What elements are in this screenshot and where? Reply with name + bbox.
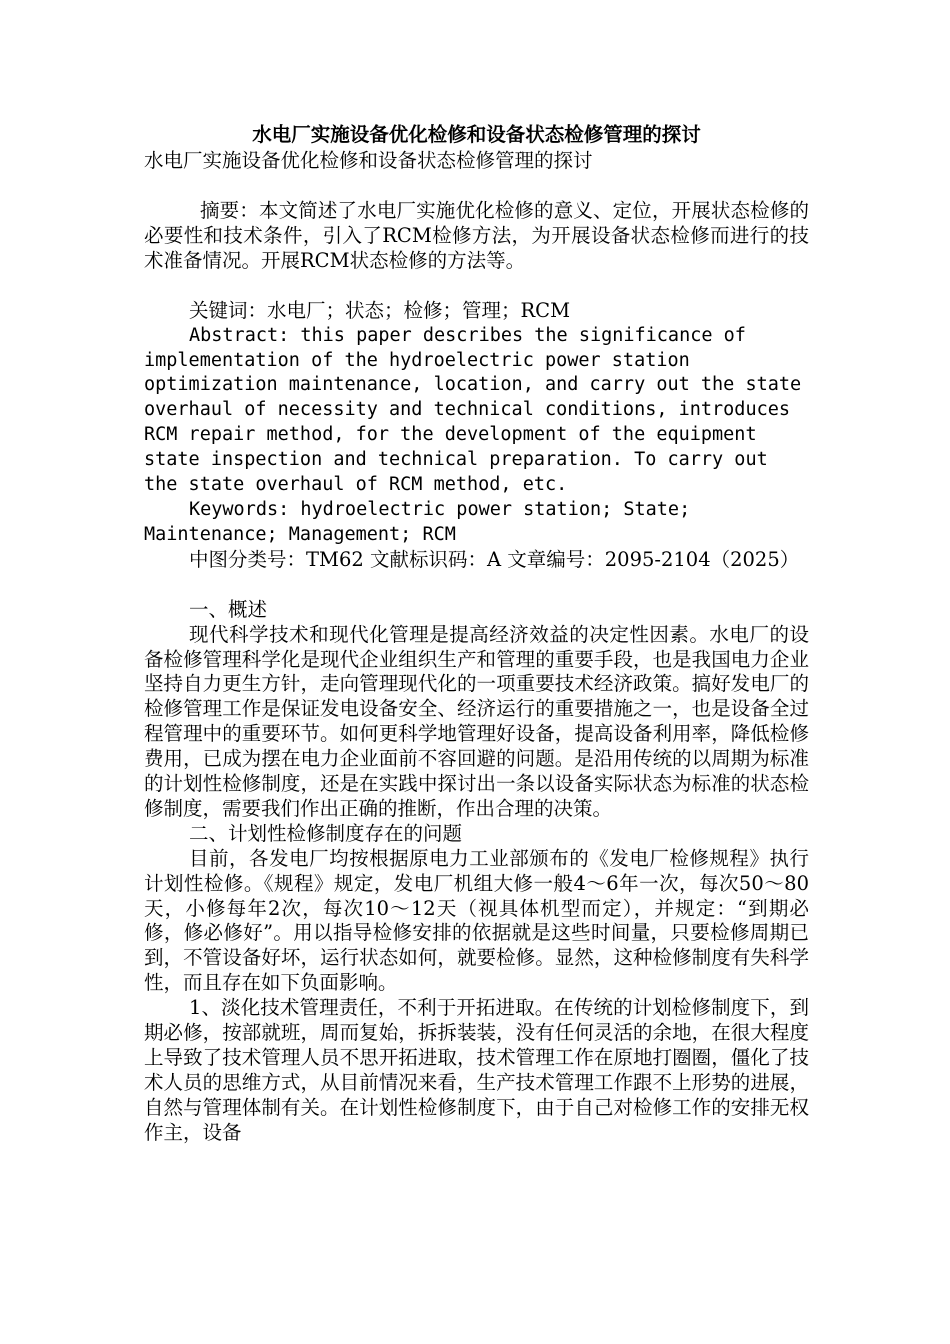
section2-heading: 二、计划性检修制度存在的问题: [189, 821, 463, 845]
classification-line: 中图分类号：TM62 文献标识码：A 文章编号：2095-2104（2025）: [189, 547, 800, 571]
document-subtitle: 水电厂实施设备优化检修和设备状态检修管理的探讨: [144, 149, 593, 172]
document-page: [144, 112, 809, 1146]
document-title: 水电厂实施设备优化检修和设备状态检修管理的探讨: [252, 123, 701, 146]
keywords-en: Keywords: hydroelectric power station; State; Maintenance; Management; RCM: [144, 498, 691, 545]
section1-heading: 一、概述: [189, 597, 268, 621]
section2-paragraph: 目前，各发电厂均按根据原电力工业部颁布的《发电厂检修规程》执行计划性检修。《规程》规定，发电厂机组大修一般4～6年一次，每次50～80天，小修每年2次，每次10～12天（视具体机型而定），并规定：“到期必修，修必修好”。用以指导检修安排的依据就是这些时间量，只要检修周期已到，不管设备好坏，运行状态如何，就要检修。显然，这种检修制度有失科学性，而且存在如下负面影响。: [144, 846, 809, 995]
abstract-cn: 摘要：本文简述了水电厂实施优化检修的意义、定位，开展状态检修的必要性和技术条件，引入了RCM检修方法，为开展设备状态检修而进行的技术准备情况。开展RCM状态检修的方法等。: [144, 199, 809, 272]
item1-paragraph: 1、淡化技术管理责任，不利于开拓进取。在传统的计划检修制度下，到期必修，按部就班，周而复始，拆拆装装，没有任何灵活的余地，在很大程度上导致了技术管理人员不思开拓进取，技术管理工作在原地打圈圈，僵化了技术人员的思维方式，从目前情况来看，生产技术管理工作跟不上形势的进展，自然与管理体制有关。在计划性检修制度下，由于自己对检修工作的安排无权作主，设备: [144, 996, 809, 1144]
abstract-en: Abstract: this paper describes the significance of implementation of the hydroelectric power station optimization maintenance, location, and carry out the state overhaul of necessity and technical conditions, introduces RCM repair method, for the development of the equipment state inspection and technical preparation. To carry out the state overhaul of RCM method, etc.: [144, 324, 802, 496]
keywords-cn: 关键词：水电厂；状态；检修；管理；RCM: [189, 298, 571, 322]
section1-paragraph: 现代科学技术和现代化管理是提高经济效益的决定性因素。水电厂的设备检修管理科学化是现代企业组织生产和管理的重要手段，也是我国电力企业坚持自力更生方针，走向管理现代化的一项重要技术经济政策。搞好发电厂的检修管理工作是保证发电设备安全、经济运行的重要措施之一，也是设备全过程管理中的重要环节。如何更科学地管理好设备，提高设备利用率，降低检修费用，已成为摆在电力企业面前不容回避的问题。是沿用传统的以周期为标准的计划性检修制度，还是在实践中探讨出一条以设备实际状态为标准的状态检修制度，需要我们作出正确的推断，作出合理的决策。: [144, 622, 809, 820]
